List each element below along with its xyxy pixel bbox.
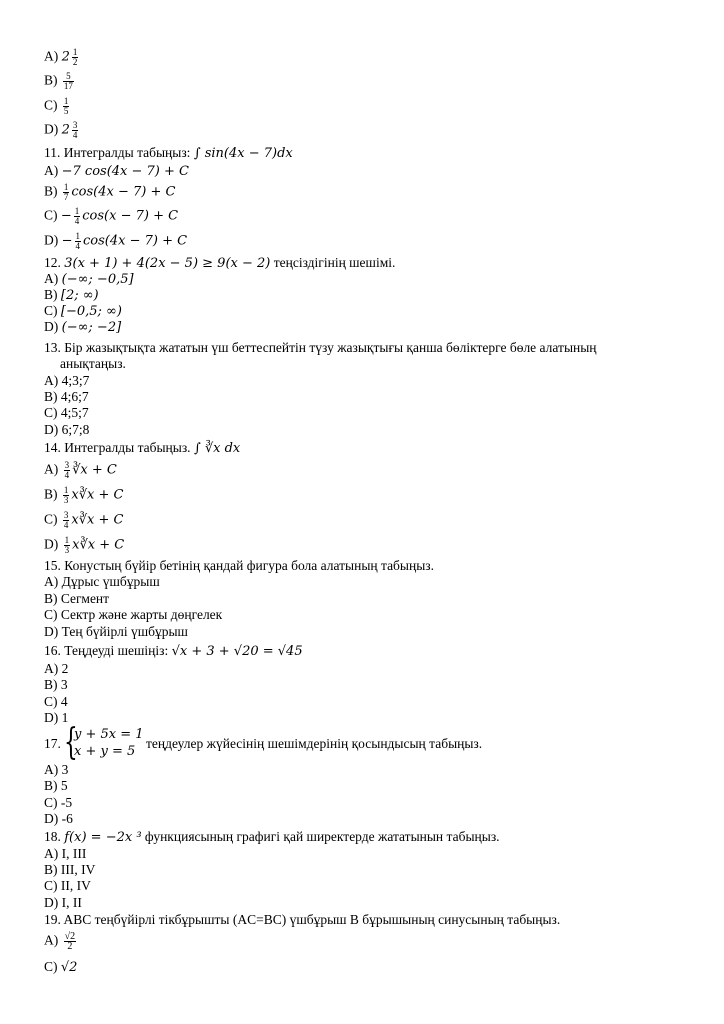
q16-option-a: A) 2 (44, 661, 69, 676)
q18-option-b: B) III, IV (44, 862, 96, 877)
q14-option-b: B) $\frac{1}{3}$ x∛x + C (44, 485, 124, 505)
q10-option-c: C) $\frac{1}{5}$ (44, 96, 69, 116)
q14-option-d: D) $\frac{1}{3}$ x∛x + C (44, 535, 125, 555)
q16-option-b: B) 3 (44, 677, 68, 692)
q17-option-b: B) 5 (44, 778, 68, 793)
q13-option-c: C) 4;5;7 (44, 405, 89, 420)
q13-prompt-line2: анықтаңыз. (60, 356, 126, 371)
q12-option-d: D) (−∞; −2] (44, 319, 122, 335)
q18-prompt: 18. f(x) = −2x ³ функциясының графигі қай ширектерде жататынын табыңыз. (44, 829, 500, 845)
q14-prompt: 14. Интегралды табыңыз. ∫ ∛x dx (44, 440, 241, 456)
q11-option-a: A) −7 cos(4x − 7) + C (44, 163, 189, 179)
q11-prompt: 11. Интегралды табыңыз: ∫ sin(4x − 7)dx (44, 145, 293, 161)
q14-option-c: C) $\frac{3}{4}$ x∛x + C (44, 510, 124, 530)
q10-option-d: D) 2 $\frac{3}{4}$ (44, 120, 78, 140)
q17-prompt: 17. { y + 5x = 1 x + y = 5 теңдеулер жүйесінің шешімдерінің қосындысың табыңыз. (44, 722, 483, 763)
q13-option-d: D) 6;7;8 (44, 422, 90, 437)
q16-option-c: C) 4 (44, 694, 68, 709)
q11-option-d: D) − $\frac{1}{4}$ cos(4x − 7) + C (44, 231, 188, 251)
q10-option-b: B) $\frac{5}{17}$ (44, 71, 73, 91)
q18-option-a: A) I, III (44, 846, 87, 861)
q19-option-c: C) √2 (44, 959, 78, 975)
q17-option-d: D) -6 (44, 811, 73, 826)
q17-option-a: A) 3 (44, 762, 69, 777)
q13-option-a: A) 4;3;7 (44, 373, 90, 388)
q12-option-b: B) [2; ∞) (44, 287, 99, 303)
q16-prompt: 16. Теңдеуді шешіңіз: √x + 3 + √20 = √45 (44, 643, 303, 659)
q12-option-a: A) (−∞; −0,5] (44, 271, 134, 287)
q17-option-c: C) -5 (44, 795, 73, 810)
q12-option-c: C) [−0,5; ∞) (44, 303, 122, 319)
q19-option-a: A) $\frac{√2}{2}$ (44, 931, 76, 952)
q19-prompt: 19. ABC теңбүйірлі тікбұрышты (AC=BC) үшбұрыш B бұрышының синусының табыңыз. (44, 912, 561, 927)
q10-option-a: A) 2 $\frac{1}{2}$ (44, 47, 78, 67)
q15-option-c: C) Сектр және жарты дөңгелек (44, 607, 223, 622)
q15-option-b: B) Сегмент (44, 591, 110, 606)
q13-prompt-line1: 13. Бір жазықтықта жататын үш беттеспейтін түзу жазықтығы қанша бөліктерге бөле алатының (44, 340, 597, 355)
q18-option-c: C) II, IV (44, 878, 91, 893)
q11-option-c: C) − $\frac{1}{4}$ cos(x − 7) + C (44, 206, 179, 226)
q18-option-d: D) I, II (44, 895, 82, 910)
q16-option-d: D) 1 (44, 710, 69, 725)
q11-option-b: B) $\frac{1}{7}$ cos(4x − 7) + C (44, 182, 176, 202)
q15-option-a: A) Дұрыс үшбұрыш (44, 574, 160, 589)
q15-prompt: 15. Конустың бүйір бетінің қандай фигура бола алатының табыңыз. (44, 558, 435, 573)
q13-option-b: B) 4;6;7 (44, 389, 89, 404)
brace-icon: { (64, 722, 78, 763)
q12-prompt: 12. 3(x + 1) + 4(2x − 5) ≥ 9(x − 2) теңсіздігінің шешімі. (44, 255, 396, 271)
q14-option-a: A) $\frac{3}{4}$ ∛x + C (44, 460, 117, 480)
q15-option-d: D) Тең бүйірлі үшбұрыш (44, 624, 188, 639)
